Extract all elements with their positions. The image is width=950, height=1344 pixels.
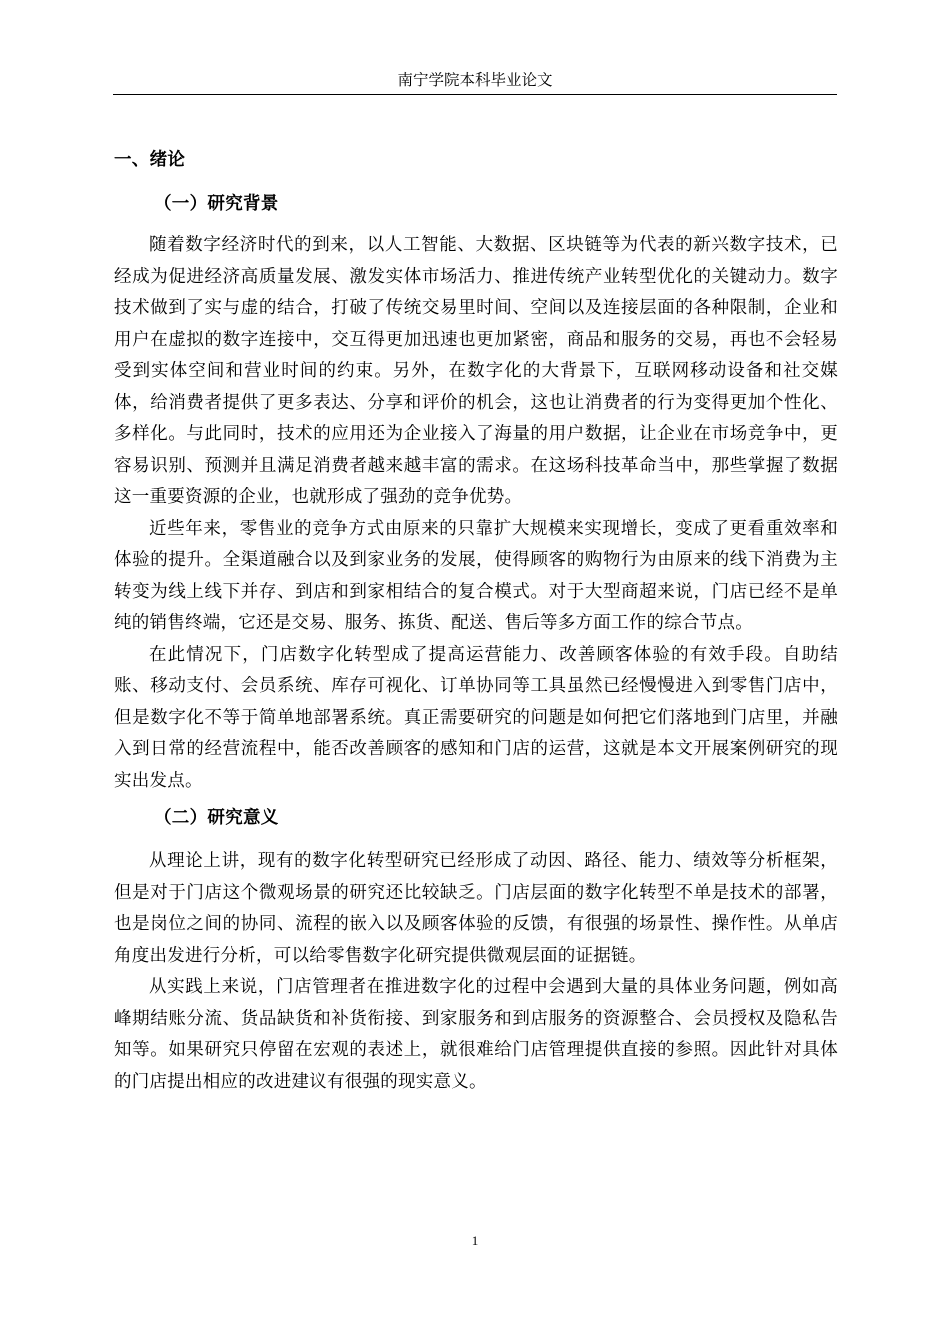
section-title-research-significance: （二）研究意义 — [154, 808, 279, 828]
paragraph: 在此情况下，门店数字化转型成了提高运营能力、改善顾客体验的有效手段。自助结账、移动支付、会员系统、库存可视化、订单协同等工具虽然已经慢慢进入到零售门店中，但是数字化不等于简单地部署系统。真正需要研究的问题是如何把它们落地到门店里，并融入到日常的经营流程中，能否改善顾客的感知和门店的运营，这就是本文开展案例研究的现实出发点。 — [114, 644, 838, 791]
paragraph: 从理论上讲，现有的数字化转型研究已经形成了动因、路径、能力、绩效等分析框架，但是对于门店这个微观场景的研究还比较缺乏。门店层面的数字化转型不单是技术的部署，也是岗位之间的协同、流程的嵌入以及顾客体验的反馈，有很强的场景性、操作性。从单店角度出发进行分析，可以给零售数字化研究提供微观层面的证据链。 — [114, 851, 838, 966]
paragraph: 近些年来，零售业的竞争方式由原来的只靠扩大规模来实现增长，变成了更看重效率和体验的提升。全渠道融合以及到家业务的发展，使得顾客的购物行为由原来的线下消费为主转变为线上线下并存、到店和到家相结合的复合模式。对于大型商超来说，门店已经不是单纯的销售终端，它还是交易、服务、拣货、配送、售后等多方面工作的综合节点。 — [114, 518, 838, 633]
chapter-title: 一、绪论 — [114, 150, 186, 170]
paragraph: 从实践上来说，门店管理者在推进数字化的过程中会遇到大量的具体业务问题，例如高峰期结账分流、货品缺货和补货衔接、到家服务和到店服务的资源整合、会员授权及隐私告知等。如果研究只停留在宏观的表述上，就很难给门店管理提供直接的参照。因此针对具体的门店提出相应的改进建议有很强的现实意义。 — [114, 977, 838, 1092]
header-rule — [113, 94, 837, 95]
document-body — [114, 146, 838, 1098]
page-number: 1 — [471, 1233, 479, 1248]
section-title-research-background: （一）研究背景 — [154, 194, 279, 214]
paragraph: 随着数字经济时代的到来，以人工智能、大数据、区块链等为代表的新兴数字技术，已经成为促进经济高质量发展、激发实体市场活力、推进传统产业转型优化的关键动力。数字技术做到了实与虚的结合，打破了传统交易里时间、空间以及连接层面的各种限制，企业和用户在虚拟的数字连接中，交互得更加迅速也更加紧密，商品和服务的交易，再也不会轻易受到实体空间和营业时间的约束。另外，在数字化的大背景下，互联网移动设备和社交媒体，给消费者提供了更多表达、分享和评价的机会，这也让消费者的行为变得更加个性化、多样化。与此同时，技术的应用还为企业接入了海量的用户数据，让企业在市场竞争中，更容易识别、预测并且满足消费者越来越丰富的需求。在这场科技革命当中，那些掌握了数据这一重要资源的企业，也就形成了强劲的竞争优势。 — [114, 235, 838, 507]
running-header: 南宁学院本科毕业论文 — [397, 71, 553, 89]
